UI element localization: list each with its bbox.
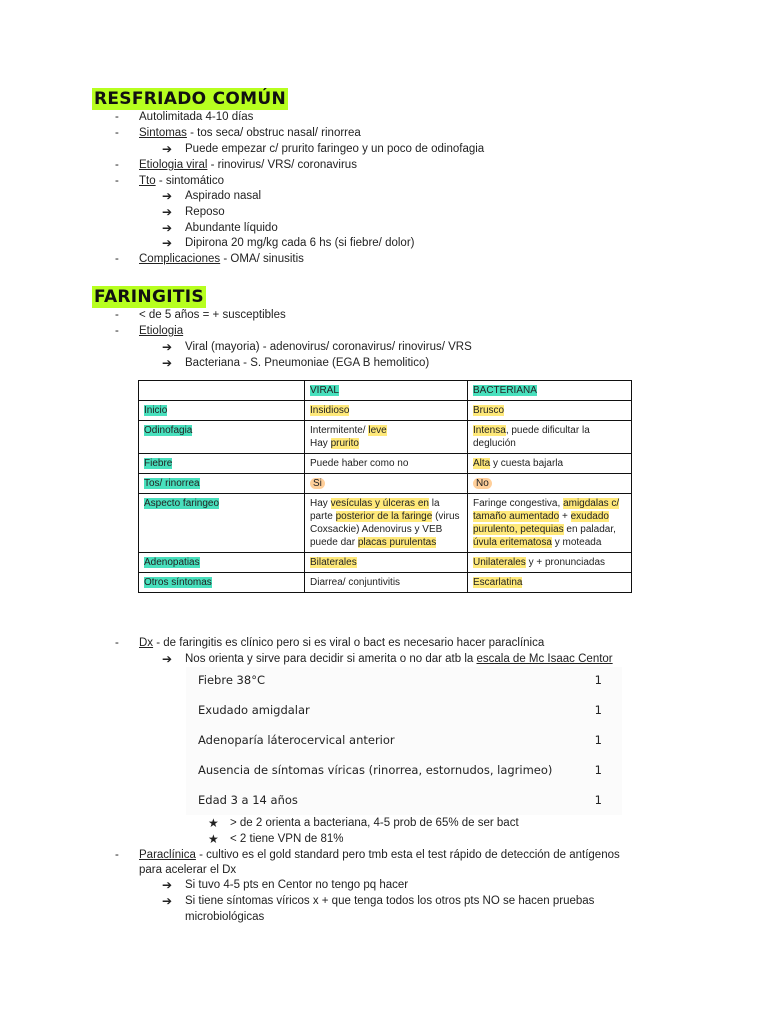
row-label: Fiebre [139, 454, 305, 474]
table-cell: Puede haber como no [305, 454, 468, 474]
arrow-right-icon: ➔ [162, 221, 173, 235]
table-row [139, 454, 632, 474]
criterion-label: Fiebre 38°C [198, 673, 265, 687]
criterion-points: 1 [594, 673, 602, 687]
table-cell: Unilaterales y + pronunciadas [468, 553, 632, 573]
centor-score-table [186, 667, 622, 815]
table-cell: Faringe congestiva, amigdalas c/ tamaño aumentado + exudado purulento, petequias en paladar, úvula eritematosa y moteada [468, 494, 632, 553]
sub-item-text: Viral (mayoria) - adenovirus/ coronavirus/ rinovirus/ VRS [185, 341, 472, 353]
row-label: Otros síntomas [139, 573, 305, 593]
list-item-text: Tto - sintomático [139, 175, 225, 187]
criterion-label: Edad 3 a 14 años [198, 793, 298, 807]
table-cell: Escarlatina [468, 573, 632, 593]
row-label: Tos/ rinorrea [139, 474, 305, 494]
dash-bullet: - [115, 325, 119, 337]
criterion-label: Ausencia de síntomas víricas (rinorrea, estornudos, lagrimeo) [198, 763, 553, 777]
sub-item-text: Abundante líquido [185, 222, 278, 234]
star-item-text: > de 2 orienta a bacteriana, 4-5 prob de 65% de ser bact [230, 817, 519, 829]
table-header-row [139, 381, 632, 401]
table-row [139, 401, 632, 421]
sub-item-text: Reposo [185, 206, 225, 218]
dash-bullet: - [115, 159, 119, 171]
arrow-right-icon: ➔ [162, 878, 173, 892]
centor-row [198, 733, 602, 749]
arrow-right-icon: ➔ [162, 205, 173, 219]
arrow-right-icon: ➔ [162, 189, 173, 203]
star-item-text: < 2 tiene VPN de 81% [230, 833, 344, 845]
sub-item-text: Si tiene síntomas víricos x + que tenga todos los otros pts NO se hacen pruebas [185, 895, 595, 907]
dash-bullet: - [115, 253, 119, 265]
row-label: Inicio [139, 401, 305, 421]
dash-bullet: - [115, 637, 119, 649]
sub-item-text: Si tuvo 4-5 pts en Centor no tengo pq hacer [185, 879, 409, 891]
table-cell: Intensa, puede dificultar la deglución [468, 421, 632, 454]
sub-item-text: microbiológicas [185, 911, 265, 923]
comparison-table [138, 380, 632, 593]
row-label: Aspecto faringeo [139, 494, 305, 553]
table-cell: Diarrea/ conjuntivitis [305, 573, 468, 593]
section-title-faringitis: FARINGITIS [94, 287, 204, 307]
dash-bullet: - [115, 175, 119, 187]
table-row [139, 553, 632, 573]
table-row [139, 573, 632, 593]
star-icon: ★ [208, 832, 219, 846]
table-cell: Si [305, 474, 468, 494]
sub-item-text: Nos orienta y sirve para decidir si amerita o no dar atb la escala de Mc Isaac Centor [185, 653, 613, 665]
sub-item-text: Aspirado nasal [185, 190, 262, 202]
table-header-cell: BACTERIANA [468, 381, 632, 401]
star-icon: ★ [208, 816, 219, 830]
sub-item-text: Bacteriana - S. Pneumoniae (EGA B hemolitico) [185, 357, 430, 369]
table-cell [139, 381, 305, 401]
table-header-cell: VIRAL [305, 381, 468, 401]
list-item-text: Etiologia [139, 325, 184, 337]
dash-bullet: - [115, 111, 119, 123]
arrow-right-icon: ➔ [162, 142, 173, 156]
arrow-right-icon: ➔ [162, 340, 173, 354]
criterion-label: Exudado amigdalar [198, 703, 310, 717]
arrow-right-icon: ➔ [162, 652, 173, 666]
arrow-right-icon: ➔ [162, 236, 173, 250]
list-item-text: Sintomas - tos seca/ obstruc nasal/ rinorrea [139, 127, 361, 139]
sub-item-text: Dipirona 20 mg/kg cada 6 hs (si fiebre/ dolor) [185, 237, 415, 249]
centor-row [198, 763, 602, 779]
criterion-points: 1 [594, 733, 602, 747]
table-cell: Intermitente/ leve Hay prurito [305, 421, 468, 454]
row-label: Adenopatias [139, 553, 305, 573]
criterion-points: 1 [594, 703, 602, 717]
table-row [139, 494, 632, 553]
criterion-points: 1 [594, 793, 602, 807]
list-item-text: Complicaciones - OMA/ sinusitis [139, 253, 304, 265]
centor-row [198, 703, 602, 719]
centor-row [198, 793, 602, 809]
sub-item-text: Puede empezar c/ prurito faringeo y un poco de odinofagia [185, 143, 485, 155]
table-row [139, 474, 632, 494]
dash-bullet: - [115, 309, 119, 321]
row-label: Odinofagia [139, 421, 305, 454]
table-cell: Alta y cuesta bajarla [468, 454, 632, 474]
arrow-right-icon: ➔ [162, 356, 173, 370]
table-cell: Hay vesículas y úlceras en la parte posterior de la faringe (virus Coxsackie) Adenovirus y VEB puede dar placas purulentas [305, 494, 468, 553]
criterion-points: 1 [594, 763, 602, 777]
table-cell: Bilaterales [305, 553, 468, 573]
list-item-text: Autolimitada 4-10 días [139, 111, 254, 123]
centor-row [198, 673, 602, 689]
table-cell: Brusco [468, 401, 632, 421]
table-cell: No [468, 474, 632, 494]
list-item-text: Paraclínica - cultivo es el gold standard pero tmb esta el test rápido de detección de antígenos [139, 849, 620, 861]
section-title-resfriado: RESFRIADO COMÚN [94, 89, 286, 109]
list-item-text: para acelerar el Dx [139, 864, 237, 876]
dash-bullet: - [115, 127, 119, 139]
list-item-text: Etiologia viral - rinovirus/ VRS/ coronavirus [139, 159, 357, 171]
arrow-right-icon: ➔ [162, 894, 173, 908]
table-row [139, 421, 632, 454]
table-cell: Insidioso [305, 401, 468, 421]
dash-bullet: - [115, 849, 119, 861]
list-item-text: Dx - de faringitis es clínico pero si es viral o bact es necesario hacer paraclínica [139, 637, 545, 649]
list-item-text: < de 5 años = + susceptibles [139, 309, 286, 321]
criterion-label: Adenoparía láterocervical anterior [198, 733, 395, 747]
